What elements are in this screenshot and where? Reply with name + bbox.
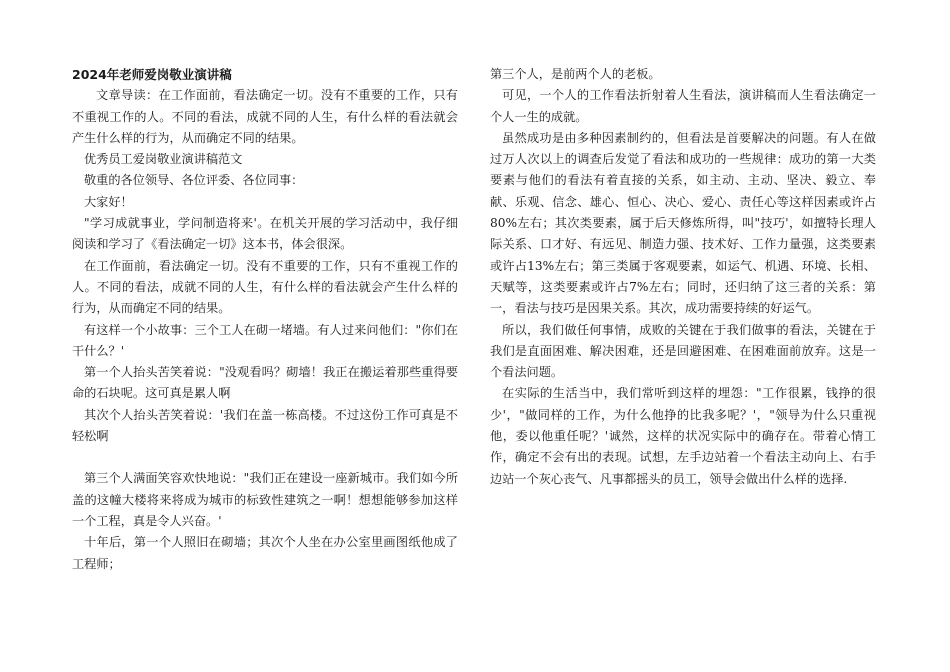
right-column [490,64,876,490]
paragraph-first-worker: 第一个人抬头苦笑着说："没观看吗？砌墙！我正在搬运着那些重得要命的石块呢。这可真是累人啊 [72,365,458,401]
paragraph-greeting: 大家好！ [84,194,133,209]
paragraph-third-boss: 第三个人，是前两个人的老板。 [490,67,661,81]
paragraph-complaints: 在实际的生活当中，我们常听到这样的埋怨："工作很累，钱挣的很少'，"做同样的工作，为什么他挣的比我多呢？'，"领导为什么只重视他，委以他重任呢？'诚然，这样的状况实际中的确存在。带着心情工作，确定不会有出的表现。试想，左手边站着一个看法主动向上、右手边站一个灰心丧气、凡事都摇头的员工，领导会做出什么样的选择. [490,386,876,486]
paragraph-key-to-success: 所以，我们做任何事情，成败的关键在于我们做事的看法，关键在于我们是直面困难、解决困难，还是回避困难、在困难面前放弃。这是一个看法问题。 [490,322,876,380]
paragraph-conclusion: 可见，一个人的工作看法折射着人生看法，演讲稿而人生看法确定一个人一生的成就。 [490,88,876,124]
paragraph-third-worker: 第三个人满面笑容欢快地说："我们正在建设一座新城市。我们如今所盖的这幢大楼将来将成为城市的标致性建筑之一啊！想想能够参加这样一个工程，真是令人兴奋。' [72,471,458,528]
paragraph-attitude: 在工作面前，看法确定一切。没有不重要的工作，只有不重视工作的人。不同的看法，成就不同的人生，有什么样的看法就会产生什么样的行为，从而确定不同的结果。 [72,258,458,316]
paragraph-second-worker: 其次个人抬头苦笑着说：'我们在盖一栋高楼。不过这份工作可真是不轻松啊 [72,407,458,444]
paragraph-subtitle: 优秀员工爱岗敬业演讲稿范文 [84,152,243,167]
left-column [72,64,458,575]
paragraph-salutation: 敬重的各位领导、各位评委、各位同事： [84,173,304,188]
paragraph-success-factors: 虽然成功是由多种因素制约的，但看法是首要解决的问题。有人在做过万人次以上的调查后发觉了看法和成功的一些规律：成功的第一大类要素与他们的看法有着直接的关系，如主动、主动、坚决、毅立、奉献、乐观、信念、雄心、恒心、决心、爱心、责任心等这样因素或许占80%左右；其次类要素，属于后天修炼所得，叫"技巧'，如擅特长理人际关系、口才好、有远见、制造力强、技术好、工作力量强，这类要素或许占13%左右；第三类属于客观要素，如运气、机遇、环境、长相、天赋等，这类要素或许占7%左右；同时，还归纳了这三者的关系：第一，看法与技巧是因果关系。其次，成功需要持续的好运气。 [490,130,876,316]
paragraph-ten-years: 十年后，第一个人照旧在砌墙；其次个人坐在办公室里画图纸他成了工程师； [72,535,458,571]
document-title: 2024年老师爱岗敬业演讲稿 [72,67,232,82]
paragraph-intro: 文章导读：在工作面前，看法确定一切。没有不重要的工作，只有不重视工作的人。不同的看法，成就不同的人生，有什么样的看法就会产生什么样的行为，从而确定不同的结果。 [72,88,458,145]
paragraph-story-intro: 有这样一个小故事：三个工人在砌一堵墙。有人过来问他们："你们在干什么？' [72,322,458,358]
paragraph-gap [72,447,458,468]
paragraph-quote: "学习成就事业，学问制造将来'。在机关开展的学习活动中，我仔细阅读和学习了《看法确定一切》这本书，体会很深。 [72,216,458,252]
